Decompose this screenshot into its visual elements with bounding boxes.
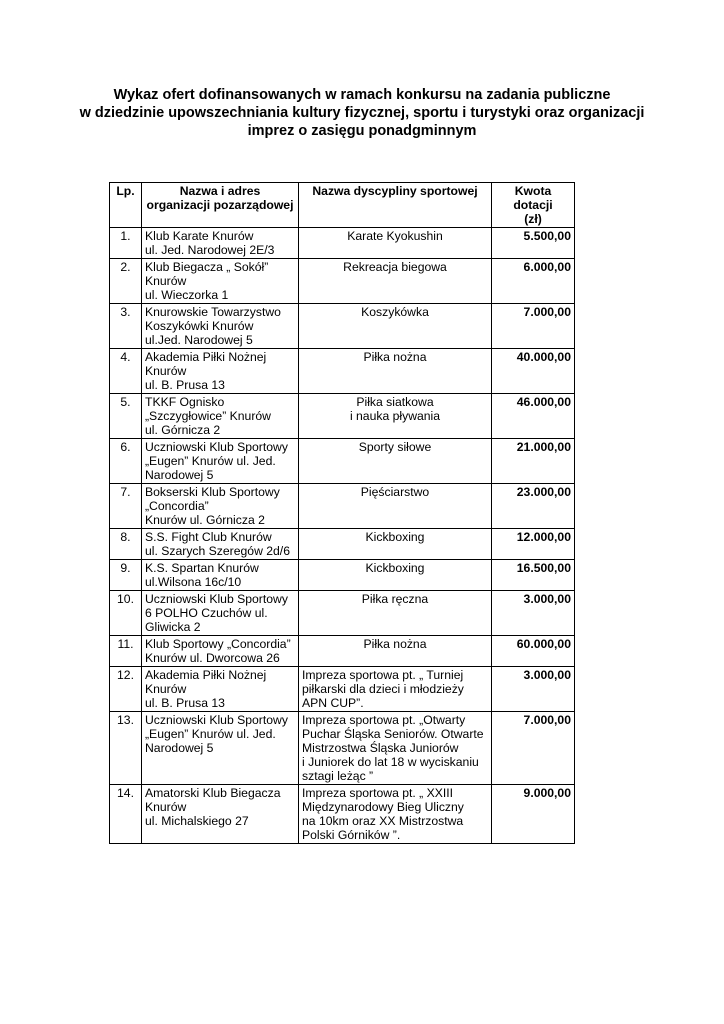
table-row — [110, 439, 575, 484]
cell-line: Sporty siłowe — [358, 440, 432, 454]
table-row — [110, 259, 575, 304]
cell-line: Klub Karate Knurów — [145, 229, 254, 243]
cell-lp: 6. — [110, 439, 142, 484]
cell-line: Klub Sportowy „Concordia” — [145, 637, 291, 651]
table-row — [110, 349, 575, 394]
cell-line: Polski Górników ”. — [302, 828, 401, 842]
cell-organization — [142, 304, 299, 349]
header-line: Kwota — [514, 184, 552, 198]
cell-line: ul. Michalskiego 27 — [145, 814, 249, 828]
cell-amount: 21.000,00 — [492, 439, 575, 484]
cell-line: TKKF Ognisko — [145, 395, 225, 409]
header-lp: Lp. — [110, 183, 142, 228]
cell-organization — [142, 785, 299, 844]
cell-line: Piłka nożna — [363, 350, 427, 364]
cell-line: Rekreacja biegowa — [343, 260, 447, 274]
cell-amount: 3.000,00 — [492, 591, 575, 636]
cell-line: i Juniorek do lat 18 w wyciskaniu — [302, 755, 479, 769]
cell-line: Koszykówka — [361, 305, 429, 319]
table-row — [110, 785, 575, 844]
cell-organization — [142, 394, 299, 439]
cell-line: Amatorski Klub Biegacza — [145, 786, 281, 800]
cell-lp: 14. — [110, 785, 142, 844]
cell-discipline — [299, 394, 492, 439]
cell-lp: 13. — [110, 712, 142, 785]
title-line: Wykaz ofert dofinansowanych w ramach konkursu na zadania publiczne — [113, 87, 611, 103]
cell-line: Knurów — [145, 800, 187, 814]
cell-organization — [142, 529, 299, 560]
cell-discipline — [299, 439, 492, 484]
cell-line: Piłka nożna — [363, 637, 427, 651]
cell-line: Knurów — [145, 682, 187, 696]
cell-line: „Eugen” Knurów ul. Jed. — [145, 454, 276, 468]
cell-organization — [142, 228, 299, 259]
cell-lp: 7. — [110, 484, 142, 529]
cell-line: APN CUP”. — [302, 696, 364, 710]
cell-line: Impreza sportowa pt. „ Turniej — [302, 668, 464, 682]
cell-organization — [142, 591, 299, 636]
cell-discipline — [299, 484, 492, 529]
grants-table — [109, 182, 575, 844]
cell-line: Pięściarstwo — [360, 485, 430, 499]
header-amount — [492, 183, 575, 228]
cell-amount: 3.000,00 — [492, 667, 575, 712]
header-discipline: Nazwa dyscypliny sportowej — [299, 183, 492, 228]
table-body — [110, 228, 575, 844]
cell-lp: 10. — [110, 591, 142, 636]
cell-discipline — [299, 304, 492, 349]
cell-amount: 5.500,00 — [492, 228, 575, 259]
table-row — [110, 394, 575, 439]
table-row — [110, 484, 575, 529]
cell-line: Knurów ul. Dworcowa 26 — [145, 651, 280, 665]
cell-organization — [142, 667, 299, 712]
cell-line: ul. Górnicza 2 — [145, 423, 221, 437]
cell-discipline — [299, 228, 492, 259]
cell-line: ul. Szarych Szeregów 2d/6 — [145, 544, 290, 558]
cell-line: Piłka siatkowa — [356, 395, 434, 409]
cell-line: ul. Jed. Narodowej 2E/3 — [145, 243, 275, 257]
cell-line: S.S. Fight Club Knurów — [145, 530, 272, 544]
cell-line: i nauka pływania — [349, 409, 441, 423]
table-row — [110, 667, 575, 712]
cell-line: Uczniowski Klub Sportowy — [145, 440, 288, 454]
cell-line: „Eugen” Knurów ul. Jed. — [145, 727, 276, 741]
cell-lp: 8. — [110, 529, 142, 560]
table-row — [110, 529, 575, 560]
cell-discipline — [299, 529, 492, 560]
cell-amount: 12.000,00 — [492, 529, 575, 560]
title-line: imprez o zasięgu ponadgminnym — [247, 123, 477, 139]
cell-discipline — [299, 667, 492, 712]
cell-amount: 9.000,00 — [492, 785, 575, 844]
cell-lp: 1. — [110, 228, 142, 259]
table-row — [110, 591, 575, 636]
cell-line: Impreza sportowa pt. „Otwarty — [302, 713, 466, 727]
header-line: organizacji pozarządowej — [146, 198, 294, 212]
cell-line: ul. Wieczorka 1 — [145, 288, 229, 302]
cell-line: Akademia Piłki Nożnej — [145, 350, 267, 364]
cell-line: ul.Jed. Narodowej 5 — [145, 333, 253, 347]
cell-line: Narodowej 5 — [145, 468, 214, 482]
cell-organization — [142, 712, 299, 785]
cell-discipline — [299, 636, 492, 667]
cell-amount: 46.000,00 — [492, 394, 575, 439]
cell-line: Akademia Piłki Nożnej — [145, 668, 267, 682]
cell-line: Impreza sportowa pt. „ XXIII — [302, 786, 454, 800]
cell-discipline — [299, 259, 492, 304]
cell-line: Narodowej 5 — [145, 741, 214, 755]
cell-amount: 6.000,00 — [492, 259, 575, 304]
cell-line: Uczniowski Klub Sportowy — [145, 592, 288, 606]
header-line: (zł) — [524, 212, 542, 226]
cell-line: 6 POLHO Czuchów ul. — [145, 606, 268, 620]
cell-line: na 10km oraz XX Mistrzostwa — [302, 814, 464, 828]
cell-line: Międzynarodowy Bieg Uliczny — [302, 800, 464, 814]
cell-line: ul.Wilsona 16c/10 — [145, 575, 242, 589]
cell-line: Kickboxing — [365, 530, 425, 544]
header-organization — [142, 183, 299, 228]
cell-line: „Concordia” — [145, 499, 209, 513]
table-header-row — [110, 183, 575, 228]
cell-line: Knurów ul. Górnicza 2 — [145, 513, 265, 527]
cell-line: Knurów — [145, 274, 187, 288]
cell-line: Uczniowski Klub Sportowy — [145, 713, 288, 727]
cell-amount: 7.000,00 — [492, 304, 575, 349]
cell-lp: 12. — [110, 667, 142, 712]
title-line: w dziedzinie upowszechniania kultury fizycznej, sportu i turystyki oraz organizacji — [79, 105, 645, 121]
table-row — [110, 636, 575, 667]
cell-amount: 40.000,00 — [492, 349, 575, 394]
cell-line: „Szczygłowice” Knurów — [145, 409, 271, 423]
cell-discipline — [299, 560, 492, 591]
cell-line: Klub Biegacza „ Sokół” — [145, 260, 269, 274]
cell-discipline — [299, 349, 492, 394]
table-row — [110, 560, 575, 591]
document-title — [0, 86, 724, 140]
cell-lp: 4. — [110, 349, 142, 394]
cell-line: Mistrzostwa Śląska Juniorów — [302, 741, 459, 755]
cell-lp: 11. — [110, 636, 142, 667]
header-line: dotacji — [513, 198, 553, 212]
cell-line: piłkarski dla dzieci i młodzieży — [302, 682, 464, 696]
cell-organization — [142, 560, 299, 591]
header-line: Nazwa i adres — [179, 184, 261, 198]
cell-organization — [142, 259, 299, 304]
cell-discipline — [299, 712, 492, 785]
cell-organization — [142, 349, 299, 394]
cell-lp: 3. — [110, 304, 142, 349]
cell-amount: 60.000,00 — [492, 636, 575, 667]
cell-line: Bokserski Klub Sportowy — [145, 485, 280, 499]
cell-discipline — [299, 785, 492, 844]
cell-line: Koszykówki Knurów — [145, 319, 254, 333]
cell-line: K.S. Spartan Knurów — [145, 561, 259, 575]
cell-line: ul. B. Prusa 13 — [145, 378, 225, 392]
cell-lp: 2. — [110, 259, 142, 304]
cell-organization — [142, 439, 299, 484]
cell-amount: 23.000,00 — [492, 484, 575, 529]
table-row — [110, 228, 575, 259]
cell-line: Karate Kyokushin — [347, 229, 443, 243]
cell-line: ul. B. Prusa 13 — [145, 696, 225, 710]
cell-organization — [142, 484, 299, 529]
cell-line: Puchar Śląska Seniorów. Otwarte — [302, 727, 484, 741]
table-row — [110, 304, 575, 349]
cell-line: sztagi leżąc ” — [302, 769, 374, 783]
cell-line: Kickboxing — [365, 561, 425, 575]
cell-amount: 7.000,00 — [492, 712, 575, 785]
cell-discipline — [299, 591, 492, 636]
cell-amount: 16.500,00 — [492, 560, 575, 591]
cell-line: Knurów — [145, 364, 187, 378]
cell-lp: 5. — [110, 394, 142, 439]
table-row — [110, 712, 575, 785]
cell-line: Knurowskie Towarzystwo — [145, 305, 281, 319]
cell-organization — [142, 636, 299, 667]
cell-lp: 9. — [110, 560, 142, 591]
cell-line: Piłka ręczna — [361, 592, 429, 606]
cell-line: Gliwicka 2 — [145, 620, 201, 634]
